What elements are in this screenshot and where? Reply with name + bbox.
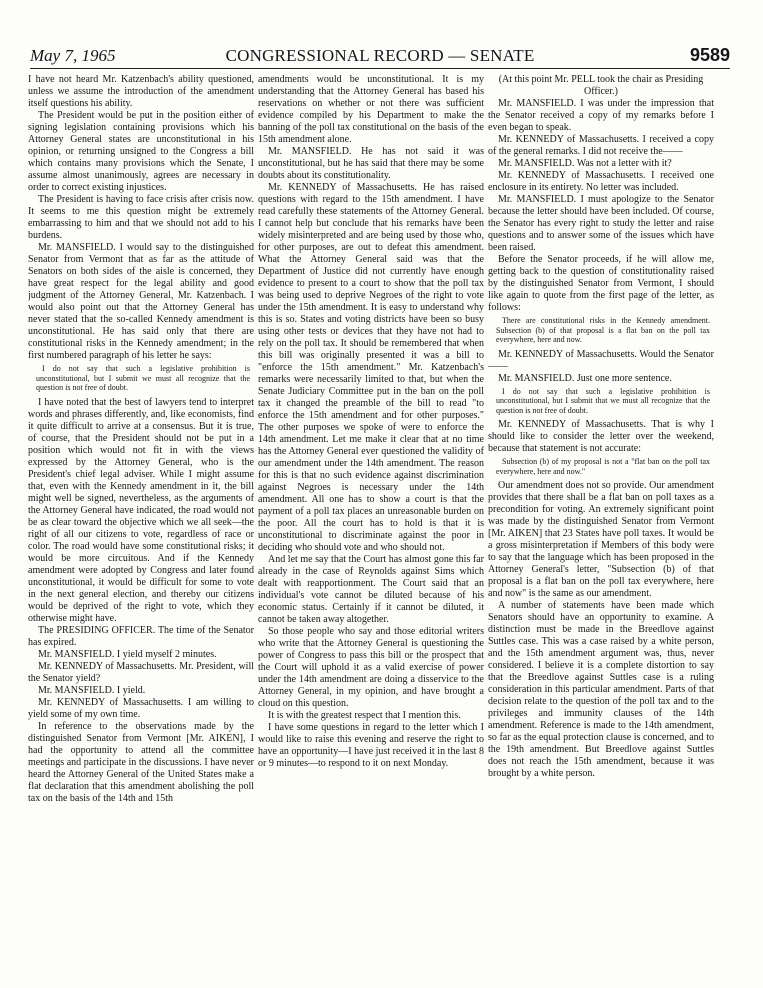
paragraph: It is with the greatest respect that I mention this. (268, 710, 461, 721)
paragraph: The PRESIDING OFFICER. The time of the Senator has expired. (28, 624, 254, 648)
paragraph: Before the Senator proceeds, if he will allow me, getting back to the question of constitutionality raised by the distinguished Senator from Vermont, I should like again to quote from the first page of the letter, as follows: (488, 254, 714, 313)
paragraph: The President is having to face crisis after crisis now. It seems to me this question might be extremely embarrassing to him and that we should not add to his burdens. (28, 194, 254, 241)
paragraph: A number of statements have been made which Senators should have an opportunity to examine. A distinction must be made in the Breedlove against Suttles case. This was a case raised by a white person, and the 15th amendment argument was, thus, never considered. I believe it is a complete distortion to say that the Breedlove against Suttles case is a ruling consideration in this particular amendment. Parts of that decision relate to the question of the poll tax and to the privileges and immunity clauses of the 14th amendment. Reference is made to the 14th amendment, so far as the equal protection clause is concerned, and to the 19th amendment. But Breedlove against Suttles does not reach the 15th amendment, because it was brought by a white person. (488, 600, 714, 779)
header-date: May 7, 1965 (30, 46, 116, 65)
paragraph: Mr. KENNEDY of Massachusetts. Mr. President, will the Senator yield? (28, 660, 254, 684)
paragraph: The President would be put in the position either of signing legislation containing provisions which his Attorney General states are unconstitutional in his opinion, or returning unsigned to the Congress a bill which contains many provisions which the Senate, I assume almost unanimously, agrees are necessary in order to correct existing injustices. (28, 110, 254, 193)
header-title: CONGRESSIONAL RECORD — SENATE (225, 46, 535, 65)
text-column-1 (28, 74, 254, 980)
paragraph: Mr. KENNEDY of Massachusetts. He has raised questions with regard to the 15th amendment. I have read carefully these statements of the Attorney General. I cannot help but conclude that his remarks have been widely misinterpreted and are being used by those who, for other purposes, are out to defeat this amendment. What the Attorney General said was that the Department of Justice did not currently have enough evidence to present to a court to show that the poll tax was being used to deprive Negroes of the right to vote under the 15th amendment. It is easy to understand why this is so. States and voting districts have been so busy using other tests or devices that they have not had to rely on the poll tax. It should be remembered that when this bill was originally presented it was a bill to "enforce the 15th amendment." Mr. Katzenbach's remarks were necessarily limited to that, but when the Senate Judiciary Committee put in the ban on the poll tax it changed the preamble of the bill to read "to enforce the 15th amendment and for other purposes." The other purposes we spoke of were to enforce the 14th amendment. Let me make it clear that at no time has the Attorney General ever questioned the validity of our amendment under the 14th amendment. The reason for this is that no such evidence against discrimination against Negroes is necessary under the 14th amendment. All one has to show a court is that the payment of a poll tax places an unreasonable burden on the poor. All the court has to hold is that it is unconstitutional to discriminate against the poor in deciding who should vote and who should not. (258, 182, 484, 553)
paragraph: I have not heard Mr. Katzenbach's ability questioned, unless we assume the introduction of the amendment itself questions his ability. (28, 74, 254, 109)
paragraph: Mr. MANSFIELD. Was not a letter with it? (498, 158, 672, 169)
paragraph: Mr. KENNEDY of Massachusetts. I received one enclosure in its entirety. No letter was included. (488, 170, 714, 193)
paragraph: Mr. MANSFIELD. I yield. (38, 684, 146, 696)
header-page-number: 9589 (689, 45, 730, 65)
paragraph: Mr. MANSFIELD. He has not said it was unconstitutional, but he has said that there may be some doubts about its constitutionality. (258, 146, 484, 181)
paragraph: Mr. MANSFIELD. I was under the impression that the Senator received a copy of my remarks before I even began to speak. (488, 98, 714, 133)
quoted-passage: There are constitutional risks in the Kennedy amendment. Subsection (b) of that proposal is a flat ban on the poll tax everywhere, here and now. (496, 316, 710, 344)
paragraph: Mr. KENNEDY of Massachusetts. I am willing to yield some of my own time. (28, 696, 254, 720)
text-column-3 (488, 74, 714, 980)
paragraph: So those people who say and those editorial writers who write that the Attorney General is questioning the power of Congress to pass this bill or the prospect that the Court will uphold it as a valid exercise of power under the 14th amendment are doing a disservice to the Attorney General, in my opinion, and have brought a cloud on this question. (258, 626, 484, 709)
quoted-passage: I do not say that such a legislative prohibition is unconstitutional, but I submit that we must all recognize that the question is not free of doubt. (496, 386, 710, 415)
paragraph: Mr. MANSFIELD. I yield myself 2 minutes. (38, 648, 217, 660)
paragraph: amendments would be unconstitutional. It is my understanding that the Attorney General has based his reservations on whether or not there was sufficient evidence compiled by his Department to make the banning of the poll tax constitutional on the basis of the 15th amendment alone. (258, 74, 484, 145)
quoted-passage: Subsection (b) of my proposal is not a "flat ban on the poll tax everywhere, here and now." (496, 457, 710, 476)
paragraph: Mr. KENNEDY of Massachusetts. That is why I should like to consider the letter over the weekend, because that statement is not accurate: (488, 419, 714, 454)
paragraph: Mr. MANSFIELD. I would say to the distinguished Senator from Vermont that as far as the attitude of Senators on both sides of the aisle is concerned, they have great respect for the legal ability and good judgment of the Attorney General, Mr. Katzenbach. I would also point out that the Attorney General has never stated that the so-called Kennedy amendment is unconstitutional. He has said only that there are constitutional risks in the Kennedy amendment; in the first numbered paragraph of his letter he says: (28, 242, 254, 361)
paragraph: I have noted that the best of lawyers tend to interpret words and phrases differently, and, like economists, find it quite difficult to arrive at a consensus. But it is true, of course, that the President should not be put in a position which would not fit in with the views expressed by the Attorney General, who is the President's chief legal adviser. While I might assume that, even with the Kennedy amendment in it, the bill might well be signed, nevertheless, as the arguments of the Attorney General have indicated, the road would not be as clear toward the objective which we all seek—the right of all our citizens to vote, regardless of race or color. The road would have some constitutional risks; it would be more circuitous. And if the Kennedy amendment were adopted by Congress and later found unconstitutional, it would be difficult for some to vote in the next general election, and thereby our citizens would be deprived of the right to vote, which they otherwise might have. (28, 396, 254, 624)
page-header (30, 44, 730, 69)
text-column-2 (258, 74, 484, 980)
paragraph: Mr. MANSFIELD. I must apologize to the Senator because the letter should have been included. Of course, the Senator has every right to study the letter and raise questions and to answer some of the issues which have been raised. (488, 194, 714, 253)
paragraph: Mr. KENNEDY of Massachusetts. I received a copy of the general remarks. I did not receive the—— (488, 134, 714, 157)
paragraph: (At this point Mr. PELL took the chair as Presiding Officer.) (498, 74, 704, 97)
paragraph: Our amendment does not so provide. Our amendment provides that there shall be a flat ban on poll taxes as a precondition for voting. An extremely significant point was made by the distinguished Senator from Vermont [Mr. AIKEN] that 23 States have poll taxes. It would be a gross misinterpretation if Members of this body were to say that the language which has been proposed in the Attorney General's letter, "Subsection (b) of that proposal is a flat ban on the poll tax everywhere, here and now" is the same as our amendment. (488, 480, 714, 599)
paragraph: I have some questions in regard to the letter which I would like to raise this evening and reserve the right to have an opportunity—I have just received it in the last 8 or 9 minutes—to respond to it on next Monday. (258, 722, 484, 769)
paragraph: In reference to the observations made by the distinguished Senator from Vermont [Mr. AIKEN], I had the opportunity to attend all the committee meetings and participate in the discussions. I have never heard the Attorney General of the United States make a flat declaration that this amendment abolishing the poll tax on the basis of the 14th and 15th (28, 720, 254, 804)
paragraph: Mr. KENNEDY of Massachusetts. Would the Senator—— (488, 348, 714, 372)
paragraph: And let me say that the Court has almost gone this far already in the case of Reynolds against Sims which dealt with reapportionment. The Court said that an individual's vote cannot be diluted because of his economic status. Certainly if it cannot be diluted, it cannot be taken away altogether. (258, 554, 484, 625)
paragraph: Mr. MANSFIELD. Just one more sentence. (498, 372, 672, 384)
quoted-passage: I do not say that such a legislative prohibition is unconstitutional, but I submit we must all recognize that the question is not free of doubt. (36, 364, 250, 392)
